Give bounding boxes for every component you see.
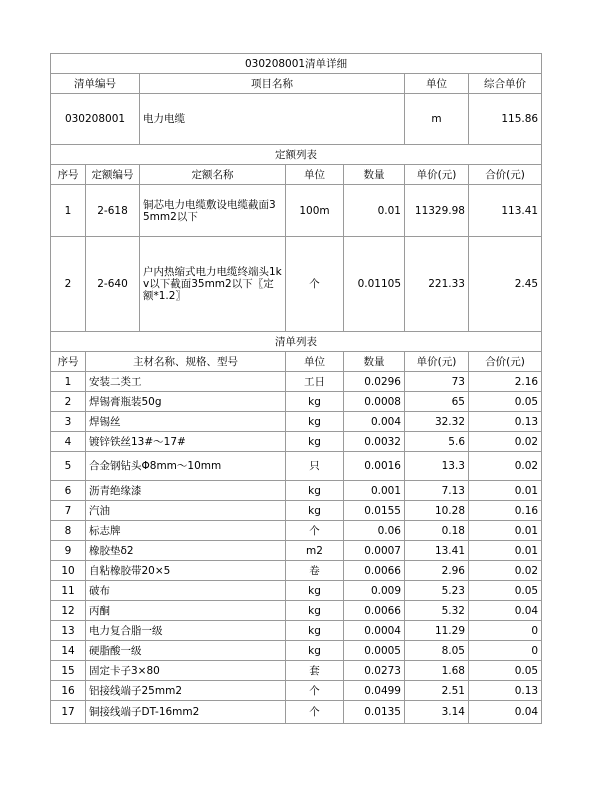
material-unit: 个 [286,521,344,541]
material-name: 自粘橡胶带20×5 [86,561,286,581]
material-col-qty: 数量 [344,352,405,372]
material-name: 沥青绝缘漆 [86,481,286,501]
material-qty: 0.0155 [344,501,405,521]
material-unit: kg [286,641,344,661]
material-qty: 0.0296 [344,372,405,392]
material-name: 标志牌 [86,521,286,541]
quota-total: 2.45 [469,237,542,332]
material-total: 0 [469,641,542,661]
material-total: 2.16 [469,372,542,392]
quota-row [51,237,542,332]
quota-col-name: 定额名称 [140,165,286,185]
material-total: 0.05 [469,581,542,601]
material-index: 6 [51,481,86,501]
material-name: 固定卡子3×80 [86,661,286,681]
material-header-row [51,352,542,372]
material-qty: 0.0066 [344,601,405,621]
material-price: 2.51 [405,681,469,701]
material-qty: 0.0008 [344,392,405,412]
quota-col-unit: 单位 [286,165,344,185]
item-code: 030208001 [51,94,140,145]
material-row [51,641,542,661]
material-row [51,581,542,601]
material-price: 11.29 [405,621,469,641]
material-price: 5.23 [405,581,469,601]
quota-col-code: 定额编号 [86,165,140,185]
material-index: 15 [51,661,86,681]
name-header: 项目名称 [140,74,405,94]
material-row [51,621,542,641]
material-qty: 0.0004 [344,621,405,641]
item-name: 电力电缆 [140,94,405,145]
material-price: 0.18 [405,521,469,541]
material-total: 0.05 [469,392,542,412]
material-unit: kg [286,621,344,641]
material-qty: 0.009 [344,581,405,601]
material-row [51,601,542,621]
material-row [51,412,542,432]
material-total: 0.13 [469,412,542,432]
material-unit: 套 [286,661,344,681]
material-unit: kg [286,481,344,501]
material-qty: 0.001 [344,481,405,501]
item-price: 115.86 [469,94,542,145]
material-unit: m2 [286,541,344,561]
quota-index: 2 [51,237,86,332]
material-unit: kg [286,432,344,452]
material-name: 破布 [86,581,286,601]
material-name: 安装二类工 [86,372,286,392]
material-name: 橡胶垫δ2 [86,541,286,561]
quota-col-price: 单价(元) [405,165,469,185]
material-row [51,481,542,501]
material-section-title: 清单列表 [51,332,542,352]
quota-code: 2-618 [86,185,140,237]
material-price: 3.14 [405,701,469,724]
material-qty: 0.0016 [344,452,405,481]
material-qty: 0.0066 [344,561,405,581]
material-row [51,372,542,392]
material-total: 0.04 [469,701,542,724]
material-unit: kg [286,412,344,432]
material-index: 13 [51,621,86,641]
material-total: 0.05 [469,661,542,681]
material-total: 0.01 [469,521,542,541]
material-index: 9 [51,541,86,561]
material-price: 13.41 [405,541,469,561]
material-price: 1.68 [405,661,469,681]
quota-code: 2-640 [86,237,140,332]
material-row [51,452,542,481]
material-name: 焊锡丝 [86,412,286,432]
material-unit: 只 [286,452,344,481]
material-total: 0.02 [469,561,542,581]
material-name: 汽油 [86,501,286,521]
material-total: 0.02 [469,432,542,452]
material-index: 8 [51,521,86,541]
material-index: 1 [51,372,86,392]
material-row [51,541,542,561]
quota-section-title: 定额列表 [51,145,542,165]
material-col-index: 序号 [51,352,86,372]
material-index: 7 [51,501,86,521]
material-index: 17 [51,701,86,724]
quota-col-index: 序号 [51,165,86,185]
material-qty: 0.0005 [344,641,405,661]
material-price: 65 [405,392,469,412]
material-total: 0.01 [469,541,542,561]
material-col-name: 主材名称、规格、型号 [86,352,286,372]
material-name: 铜接线端子DT-16mm2 [86,701,286,724]
material-row [51,661,542,681]
quota-name: 铜芯电力电缆敷设电缆截面35mm2以下 [140,185,286,237]
material-index: 3 [51,412,86,432]
material-name: 电力复合脂一级 [86,621,286,641]
page-title: 030208001清单详细 [51,54,542,74]
material-row [51,561,542,581]
material-row [51,432,542,452]
material-price: 5.32 [405,601,469,621]
quota-unit: 100m [286,185,344,237]
price-header: 综合单价 [469,74,542,94]
quota-qty: 0.01105 [344,237,405,332]
material-qty: 0.004 [344,412,405,432]
material-total: 0.13 [469,681,542,701]
material-row [51,501,542,521]
material-price: 73 [405,372,469,392]
material-index: 11 [51,581,86,601]
material-price: 13.3 [405,452,469,481]
material-total: 0 [469,621,542,641]
material-col-unit: 单位 [286,352,344,372]
material-total: 0.01 [469,481,542,501]
material-row [51,521,542,541]
item-unit: m [405,94,469,145]
material-index: 5 [51,452,86,481]
material-name: 铝接线端子25mm2 [86,681,286,701]
material-price: 7.13 [405,481,469,501]
quota-price: 11329.98 [405,185,469,237]
material-total: 0.02 [469,452,542,481]
bill-detail-table [50,53,542,724]
material-qty: 0.0273 [344,661,405,681]
quota-header-row [51,165,542,185]
material-total: 0.16 [469,501,542,521]
material-name: 硬脂酸一级 [86,641,286,661]
material-name: 合金钢钻头Φ8mm～10mm [86,452,286,481]
material-price: 5.6 [405,432,469,452]
material-name: 镀锌铁丝13#～17# [86,432,286,452]
material-name: 焊锡膏瓶装50g [86,392,286,412]
quota-col-qty: 数量 [344,165,405,185]
material-index: 2 [51,392,86,412]
material-row [51,681,542,701]
material-index: 10 [51,561,86,581]
quota-unit: 个 [286,237,344,332]
material-price: 8.05 [405,641,469,661]
quota-qty: 0.01 [344,185,405,237]
material-price: 2.96 [405,561,469,581]
material-unit: kg [286,392,344,412]
material-row [51,392,542,412]
material-name: 丙酮 [86,601,286,621]
material-qty: 0.06 [344,521,405,541]
quota-name: 户内热缩式电力电缆终端头1kv以下截面35mm2以下〖定额*1.2〗 [140,237,286,332]
material-price: 32.32 [405,412,469,432]
material-row [51,701,542,724]
material-qty: 0.0032 [344,432,405,452]
material-index: 16 [51,681,86,701]
material-total: 0.04 [469,601,542,621]
material-price: 10.28 [405,501,469,521]
material-index: 12 [51,601,86,621]
material-index: 14 [51,641,86,661]
material-qty: 0.0135 [344,701,405,724]
material-unit: kg [286,601,344,621]
code-header: 清单编号 [51,74,140,94]
material-col-total: 合价(元) [469,352,542,372]
material-unit: 个 [286,681,344,701]
quota-row [51,185,542,237]
quota-price: 221.33 [405,237,469,332]
material-unit: 个 [286,701,344,724]
material-unit: kg [286,501,344,521]
material-qty: 0.0499 [344,681,405,701]
material-col-price: 单价(元) [405,352,469,372]
material-unit: kg [286,581,344,601]
material-qty: 0.0007 [344,541,405,561]
unit-header: 单位 [405,74,469,94]
quota-col-total: 合价(元) [469,165,542,185]
material-index: 4 [51,432,86,452]
material-unit: 卷 [286,561,344,581]
quota-index: 1 [51,185,86,237]
material-unit: 工日 [286,372,344,392]
quota-total: 113.41 [469,185,542,237]
